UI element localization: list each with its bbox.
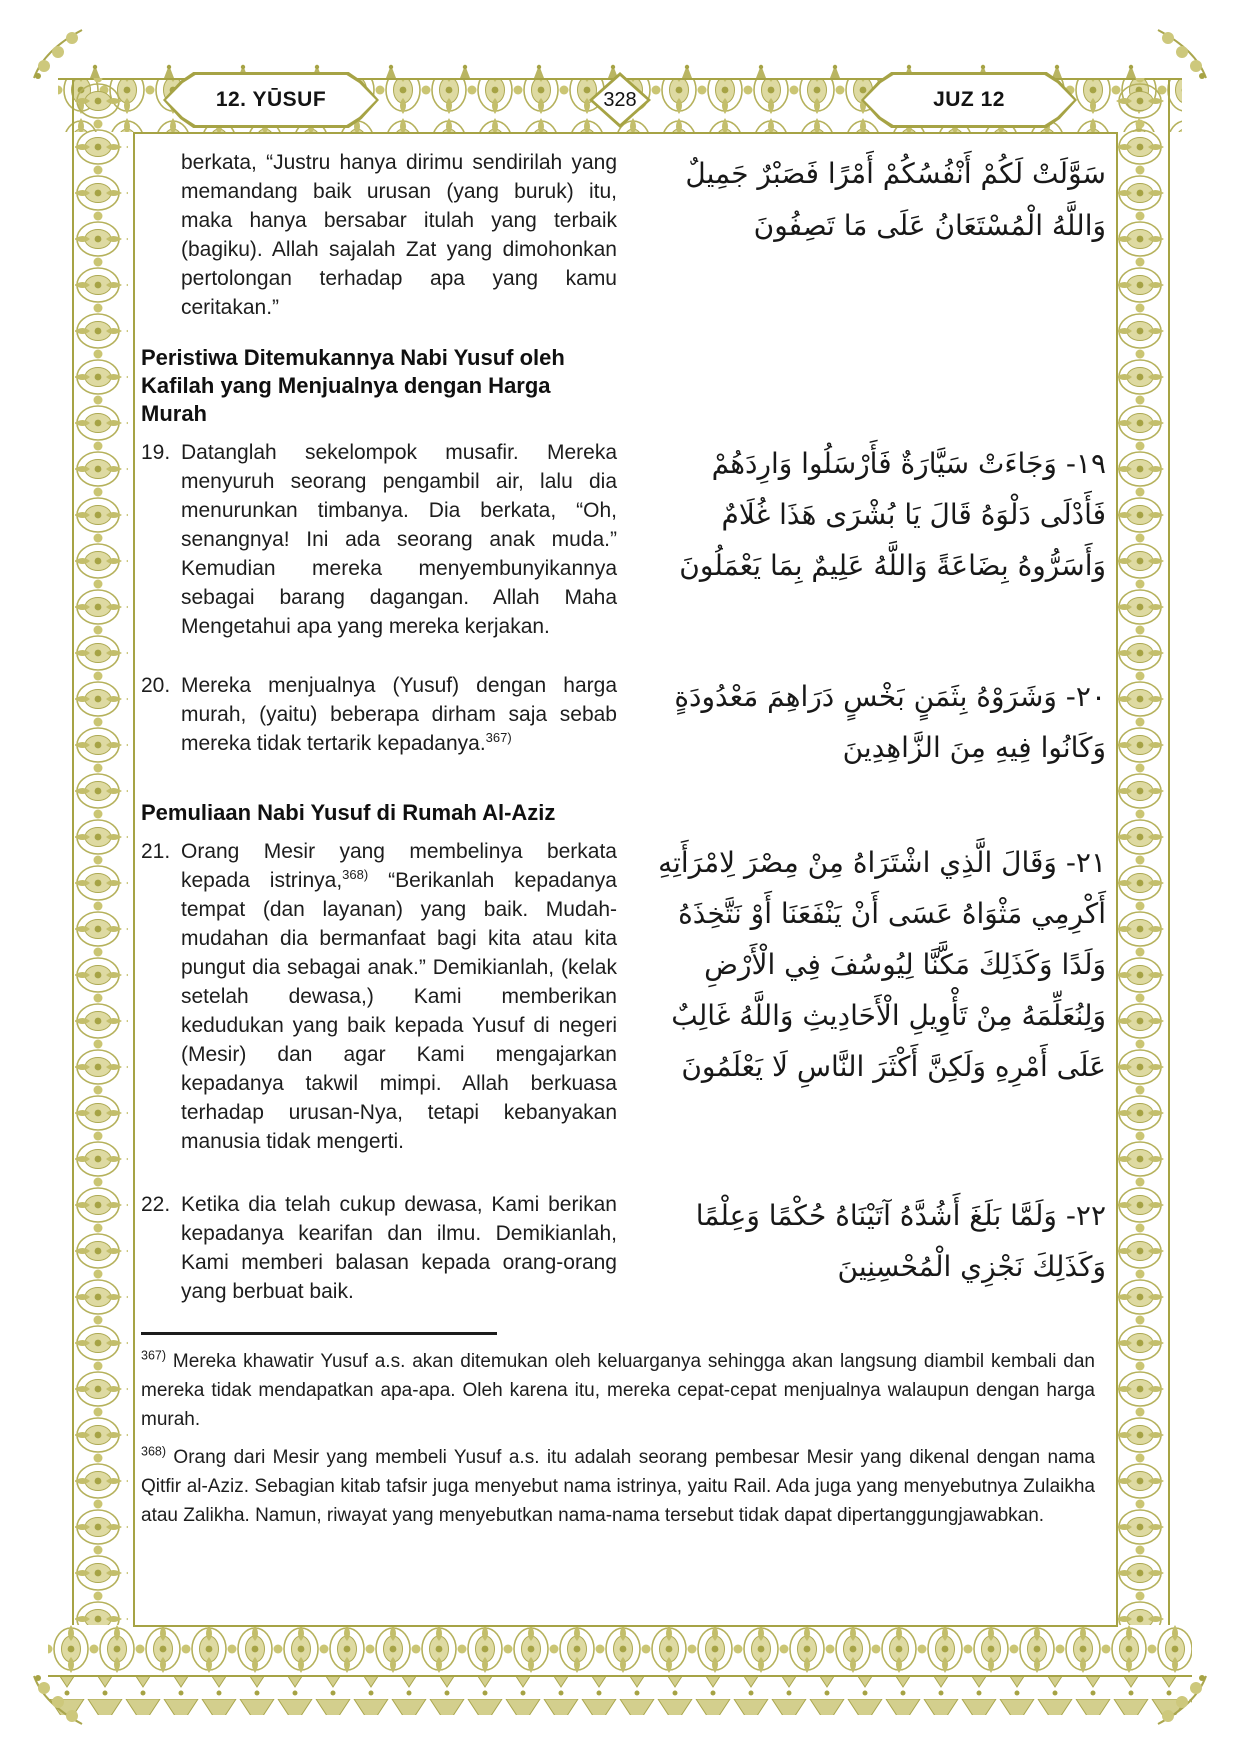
ornament-corner-top-right — [1154, 26, 1210, 82]
footnote-ref-368: 368) — [342, 867, 369, 882]
ornament-left-band — [72, 78, 128, 1625]
verse-22-row — [141, 1190, 1106, 1306]
verse-20-arabic: ٢٠- وَشَرَوْهُ بِثَمَنٍ بَخْسٍ دَرَاهِمَ مَعْدُودَةٍ وَكَانُوا فِيهِ مِنَ الزَّاهِدِينَ — [674, 680, 1106, 764]
ornament-right-band — [1114, 78, 1170, 1625]
verse-19-row — [141, 438, 1106, 641]
verse-19-text: Datanglah sekelompok musafir. Mereka menyuruh seorang pengambil air, lalu dia menurunkan timbanya. Dia berkata, “Oh, senangnya! Ini ada seorang anak muda.” Kemudian mereka menyembunyikannya sebagai barang dagangan. Allah Maha Mengetahui apa yang mereka kerjakan. — [181, 441, 617, 638]
footnote-367 — [141, 1347, 1095, 1434]
verse-19-arabic: ١٩- وَجَاءَتْ سَيَّارَةٌ فَأَرْسَلُوا وَارِدَهُمْ فَأَدْلَى دَلْوَهُ قَالَ يَا بُشْرَى هَذَا غُلَامٌ وَأَسَرُّوهُ بِضَاعَةً وَاللَّهُ عَلِيمٌ بِمَا يَعْمَلُونَ — [679, 447, 1106, 582]
verse-22-arabic: ٢٢- وَلَمَّا بَلَغَ أَشُدَّهُ آتَيْنَاهُ حُكْمًا وَعِلْمًا وَكَذَلِكَ نَجْزِي الْمُحْسِنِينَ — [695, 1199, 1106, 1283]
footnote-368-text: Orang dari Mesir yang membeli Yusuf a.s. itu adalah seorang pembesar Mesir yang dikenal dengan nama Qitfir al-Aziz. Sebagian kitab tafsir juga menyebut nama istrinya, yaitu Rail. Ada juga yang menyebutnya Zulaikha atau Zalikha. Namun, riwayat yang menyebutkan nama-nama tersebut tidak dapat dipertanggungjawabkan. — [141, 1447, 1095, 1526]
juz-label: JUZ 12 — [933, 88, 1005, 111]
section-heading-discovery: Peristiwa Ditemukannya Nabi Yusuf oleh Kafilah yang Menjualnya dengan Harga Murah — [141, 345, 565, 426]
verse-21-translation — [181, 837, 617, 1156]
verse-21-row — [141, 837, 1106, 1156]
verse-19-translation — [181, 438, 617, 641]
footnote-divider — [141, 1332, 497, 1335]
footnote-367-text: Mereka khawatir Yusuf a.s. akan ditemukan oleh keluarganya sehingga akan langsung diambil kembali dan mereka tidak mendapatkan apa-apa. Oleh karena itu, mereka cepat-cepat menjualnya walaupun dengan harga murah. — [141, 1351, 1095, 1430]
verse-20-row — [141, 671, 1106, 773]
verse-21-number: 21. — [141, 840, 171, 863]
verse-21-arabic: ٢١- وَقَالَ الَّذِي اشْتَرَاهُ مِنْ مِصْرَ لِامْرَأَتِهِ أَكْرِمِي مَثْوَاهُ عَسَى أَنْ يَنْفَعَنَا أَوْ نَتَّخِذَهُ وَلَدًا وَكَذَلِكَ مَكَّنَّا لِيُوسُفَ فِي الْأَرْضِ وَلِنُعَلِّمَهُ مِنْ تَأْوِيلِ الْأَحَادِيثِ وَاللَّهُ غَالِبٌ عَلَى أَمْرِهِ وَلَكِنَّ أَكْثَرَ النَّاسِ لَا يَعْلَمُونَ — [658, 846, 1106, 1083]
content-frame — [133, 132, 1118, 1627]
footnote-ref-367: 367) — [485, 730, 512, 745]
page-number-diamond — [589, 72, 651, 128]
verse-22-number: 22. — [141, 1193, 171, 1216]
surah-title: 12. YŪSUF — [215, 88, 327, 111]
continuation-translation: berkata, “Justru hanya dirimu sendirilah yang memandang baik urusan (yang buruk) itu, maka hanya bersabar itulah yang terbaik (bagiku). Allah sajalah Zat yang dimohonkan pertolongan terhadap apa yang kamu ceritakan.” — [181, 151, 617, 319]
continuation-arabic: سَوَّلَتْ لَكُمْ أَنْفُسُكُمْ أَمْرًا فَصَبْرٌ جَمِيلٌ وَاللَّهُ الْمُسْتَعَانُ عَلَى مَا تَصِفُونَ — [685, 157, 1106, 242]
surah-title-cartouche — [163, 72, 379, 128]
verse-20-number: 20. — [141, 674, 171, 697]
verse-21-text-before: Orang Mesir yang membelinya berkata kepada istrinya, — [181, 840, 617, 892]
verse-20-text: Mereka menjualnya (Yusuf) dengan harga murah, (yaitu) beberapa dirham saja sebab mereka tidak tertarik kepadanya. — [181, 674, 617, 755]
verse-19-number: 19. — [141, 441, 171, 464]
footnote-368 — [141, 1443, 1095, 1530]
ornament-corner-bottom-left — [30, 1672, 86, 1728]
verse-20-translation — [181, 671, 617, 758]
page-content — [139, 134, 1108, 1539]
footnote-368-marker: 368) — [141, 1444, 167, 1459]
verse-22-text: Ketika dia telah cukup dewasa, Kami berikan kepadanya kearifan dan ilmu. Demikianlah, Kami memberi balasan kepada orang-orang yang berbuat baik. — [181, 1193, 617, 1303]
continuation-row — [141, 148, 1106, 322]
footnote-367-marker: 367) — [141, 1348, 167, 1363]
verse-21-text-after: “Berikanlah kepadanya tempat (dan layanan) yang baik. Mudah-mudahan dia bermanfaat bagi kita atau kita pungut dia sebagai anak.” Demikianlah, (kelak setelah dewasa,) Kami memberikan kedudukan yang baik kepada Yusuf di negeri (Mesir) dan agar Kami mengajarkan kepadanya takwil mimpi. Allah berkuasa terhadap urusan-Nya, tetapi kebanyakan manusia tidak mengerti. — [181, 869, 617, 1153]
juz-cartouche — [861, 72, 1077, 128]
ornament-corner-bottom-right — [1154, 1672, 1210, 1728]
ornament-bottom-band — [48, 1623, 1192, 1715]
verse-22-translation — [181, 1190, 617, 1306]
page-number: 328 — [603, 88, 637, 111]
section-heading-honoring: Pemuliaan Nabi Yusuf di Rumah Al-Aziz — [141, 800, 556, 825]
ornament-corner-top-left — [30, 26, 86, 82]
footnotes-section — [139, 1332, 1097, 1530]
